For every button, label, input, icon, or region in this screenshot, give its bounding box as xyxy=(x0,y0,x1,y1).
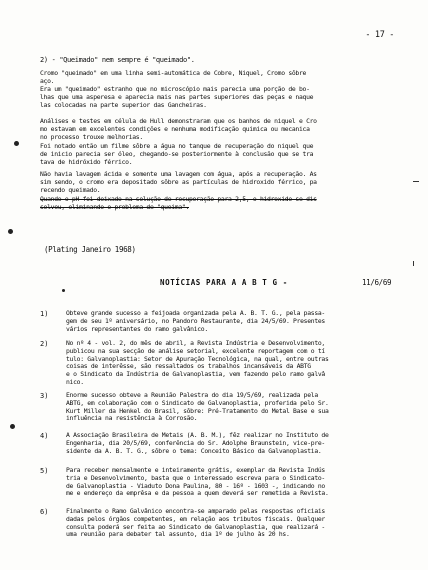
item-number: 3) xyxy=(40,392,49,400)
text-line: coisas de interêsse, são ressaltados os trabalhos incansáveis da ABTG xyxy=(66,362,311,371)
page-number: - 17 - xyxy=(365,30,394,40)
item-number: 6) xyxy=(40,508,49,516)
text-line: consulta poderá ser feita ao Sindicato de Galvanoplastia, que realizará - xyxy=(66,522,325,531)
punch-hole-mark xyxy=(10,424,15,429)
text-line: e o Sindicato da Indústria de Galvanoplastia, vem fazendo pelo ramo galvâ xyxy=(66,370,325,379)
text-line: mo estavam em excelentes condições e nenhuma modificação quimica ou mecanica xyxy=(40,124,310,133)
text-line: No nº 4 - vol. 2, do mês de abril, a Revista Indústria e Desenvolvimento, xyxy=(66,339,325,347)
text-line: Era um "queimado" estranho que no microscópio mais parecia uma porção de bo- xyxy=(40,85,310,93)
item-number: 5) xyxy=(40,467,49,475)
text-line: A Associação Brasileira de Metais (A. B. M.), fêz realizar no Instituto de xyxy=(66,431,329,439)
text-line: Para receber mensalmente e inteiramente grátis, exemplar da Revista Indús xyxy=(66,466,325,474)
news-title: NOTÍCIAS PARA A A B T G - xyxy=(160,278,288,287)
text-line: vários representantes do ramo galvânico. xyxy=(66,324,208,333)
reference-note: (Plating Janeiro 1968) xyxy=(44,245,136,254)
item-number: 2) xyxy=(40,340,49,348)
paragraph xyxy=(40,196,428,212)
text-line: me e endereço da emprêsa e da pessoa a quem deverá ser remetida a Revista. xyxy=(66,489,329,498)
text-line: gem de seu 1º aniversário, no Pandoro Restaurante, dia 24/5/69. Presentes xyxy=(66,316,325,325)
text-line: dadas pelos órgãos competentes, em relação aos tributos fiscais. Qualquer xyxy=(66,514,325,523)
item-number: 4) xyxy=(40,432,49,440)
text-line: Obteve grande sucesso a feijoada organizada pela A. B. T. G., pela passa- xyxy=(66,309,325,317)
section-heading: 2) - "Queimado" nem sempre é "queimado". xyxy=(40,56,195,64)
news-item xyxy=(66,508,416,539)
news-date: 11/6/69 xyxy=(362,278,392,287)
paragraph xyxy=(40,118,428,141)
news-item xyxy=(66,432,416,455)
text-line: ABTG, em colaboração com o Sindicato de Galvanoplastia, proferida pelo Sr. xyxy=(66,398,329,407)
text-line: tulo: Galvanoplastia: Setor de Apuração Tecnológica, na qual, entre outras xyxy=(66,354,329,363)
scan-mark xyxy=(413,261,414,266)
text-line: tria e Desenvolvimento, basta que o interessado escreva para o Sindicato- xyxy=(66,473,325,482)
scan-mark xyxy=(413,181,419,182)
text-line: lhas que uma asperesa e aparecia mais nas partes superiores das peças e naque xyxy=(40,92,314,101)
news-item xyxy=(66,467,416,498)
text-line: nico. xyxy=(66,377,84,386)
text-line: Foi notado então um filme sôbre a água no tanque de recuperação do niquel que xyxy=(40,142,314,150)
punch-hole-mark xyxy=(14,141,19,146)
punch-hole-mark xyxy=(8,229,13,234)
text-line: uma reunião para debater tal assunto, dia 1º de julho às 20 hs. xyxy=(66,530,290,539)
text-line: Finalmente o Ramo Galvânico encontra-se amparado pelas respostas oficiais xyxy=(66,507,325,515)
text-line: Enorme sucesso obteve a Reunião Palestra do dia 19/5/69, realizada pela xyxy=(66,391,318,399)
news-item xyxy=(66,392,416,423)
text-line: sim sendo, o cromo era depositado sôbre as partículas de hidroxido férrico, pa xyxy=(40,177,317,186)
item-number: 1) xyxy=(40,310,49,318)
news-item xyxy=(66,310,416,333)
text-line: publicou na sua secção de análise setorial, excelente reportagem com o tí xyxy=(66,346,325,355)
text-line: las colocadas na parte superior das Gancheiras. xyxy=(40,100,207,109)
text-line: aço. xyxy=(40,76,55,85)
text-line: solveu, eliminando o problema de "queima". xyxy=(40,202,189,211)
news-item xyxy=(66,340,416,387)
text-line: sidente da A. B. T. G., sôbre o tema: Conceito Básico da Galvanoplastia. xyxy=(66,446,322,455)
text-line: Engenharia, dia 20/5/69, conferência do Sr. Adolphe Braunstein, vice-pre- xyxy=(66,438,325,447)
paragraph xyxy=(40,171,428,194)
text-line: Análises e testes em célula de Hull demonstraram que os banhos de niquel e Cro xyxy=(40,117,317,125)
paragraph xyxy=(40,143,428,166)
text-line: Não havia lavagem ácida e somente uma lavagem com água, após a recuperação. As xyxy=(40,170,317,178)
text-line: de Galvanoplastia - Viaduto Dona Paulina, 80 - 16º - 1603 -, indicando no xyxy=(66,481,325,490)
text-line: Cromo "queimado" em uma linha semi-automática de Cobre, Niquel, Cromo sôbre xyxy=(40,69,307,77)
paragraph xyxy=(40,70,428,86)
text-line: influência na resistência à Corrosão. xyxy=(66,414,198,423)
text-line: no processo trouxe melhorias. xyxy=(40,132,143,141)
scan-speck xyxy=(62,289,65,292)
text-line: tava de hidróxido férrico. xyxy=(40,157,133,166)
text-line: recendo queimado. xyxy=(40,185,101,194)
text-line: Kurt Miller da Henkel do Brasil, sôbre: Pré-Tratamento do Metal Base e sua xyxy=(66,406,329,415)
text-line: Quando o pH foi deixado na solução de recuperação para 2,5, o hidroxido se dis xyxy=(40,195,317,203)
paragraph xyxy=(40,86,428,109)
text-line: de inicio parecia ser óleo, chegando-se posteriormente à conclusão que se tra xyxy=(40,149,314,158)
